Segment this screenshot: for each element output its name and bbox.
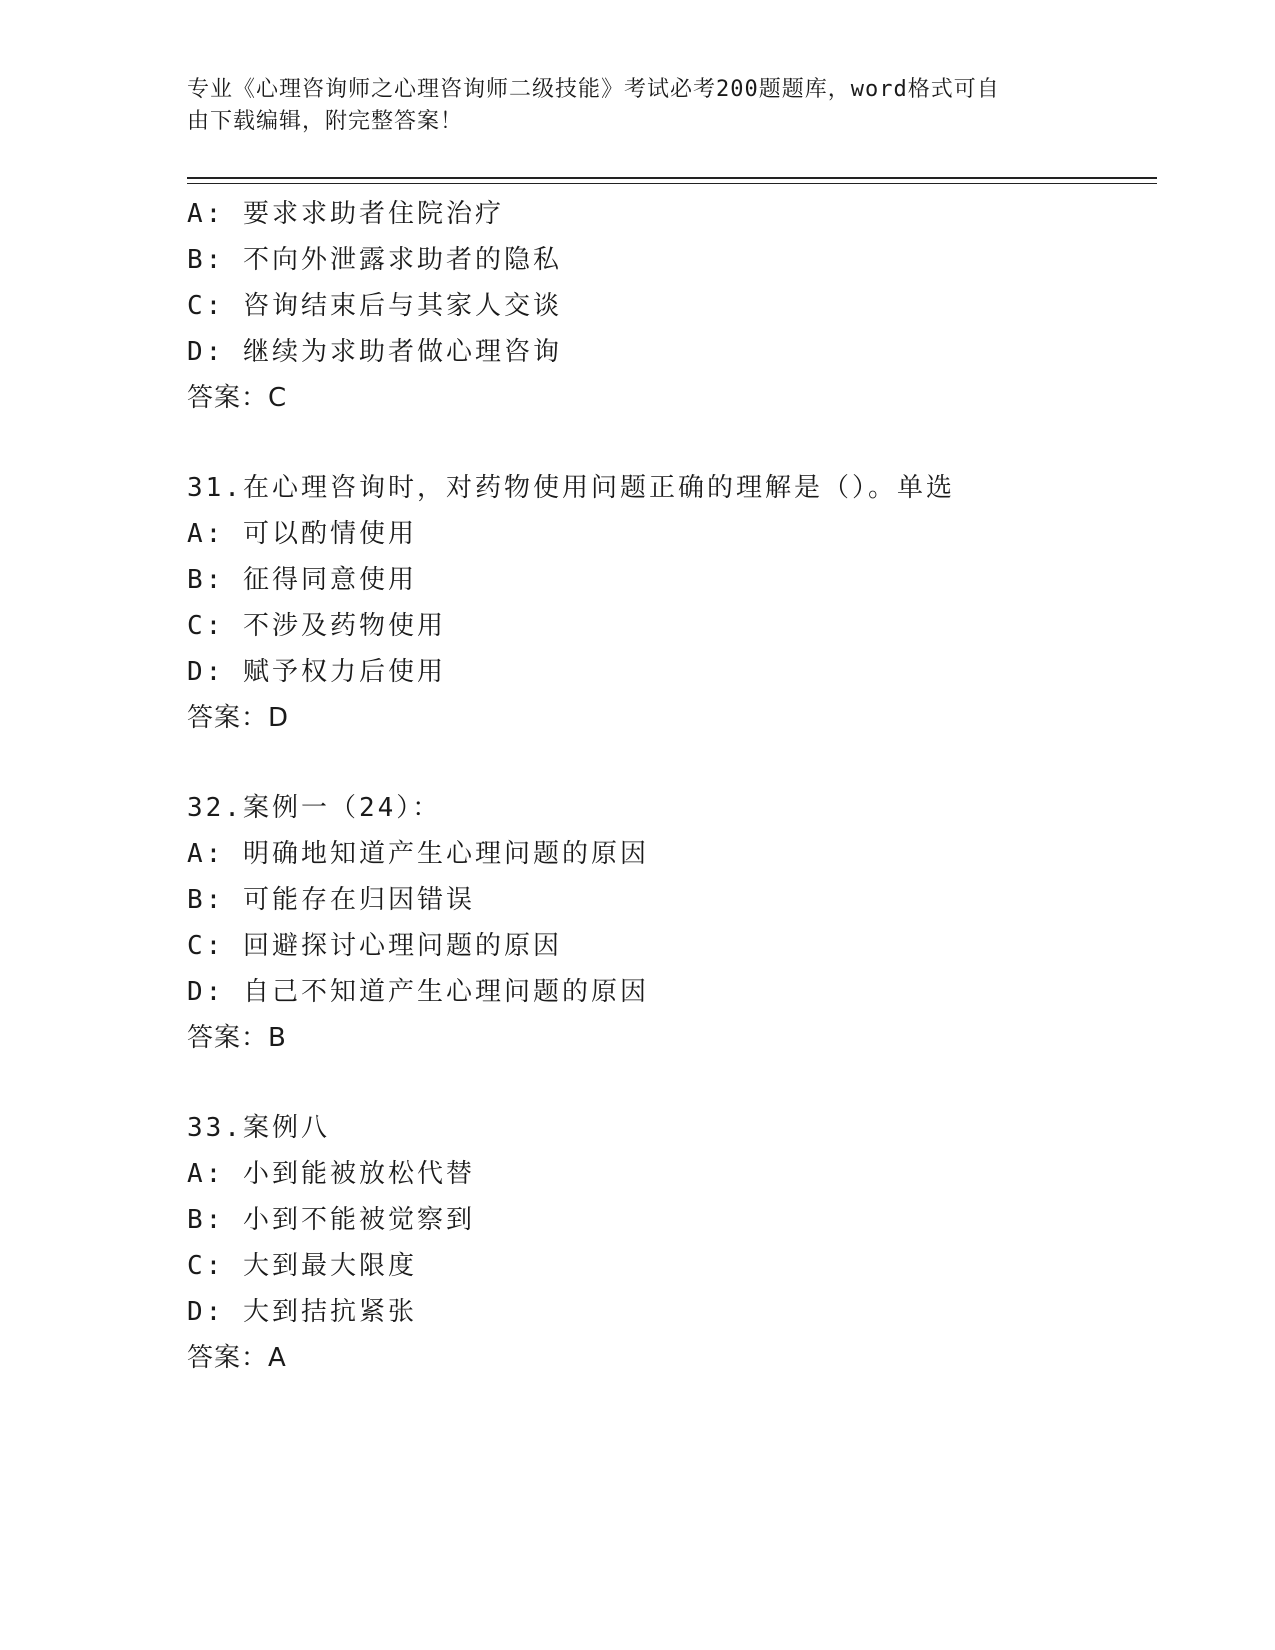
header-line-2: 由下载编辑，附完整答案！ (187, 109, 464, 134)
option-a: A: 可以酌情使用 (187, 519, 417, 549)
option-b: B: 可能存在归因错误 (187, 885, 475, 915)
answer-line: 答案：B (187, 1023, 287, 1053)
option-d: D: 继续为求助者做心理咨询 (187, 337, 562, 367)
option-d: D: 自己不知道产生心理问题的原因 (187, 977, 649, 1007)
question-text: 31.在心理咨询时，对药物使用问题正确的理解是（）。单选 (187, 473, 955, 503)
option-d: D: 赋予权力后使用 (187, 657, 446, 687)
option-a: A: 小到能被放松代替 (187, 1159, 475, 1189)
document-header (187, 74, 1067, 138)
option-c: C: 咨询结束后与其家人交谈 (187, 291, 562, 321)
header-line-1: 专业《心理咨询师之心理咨询师二级技能》考试必考200题题库，word格式可自 (187, 77, 1000, 102)
option-d: D: 大到拮抗紧张 (187, 1297, 417, 1327)
option-b: B: 征得同意使用 (187, 565, 417, 595)
option-a: A: 要求求助者住院治疗 (187, 199, 504, 229)
option-c: C: 大到最大限度 (187, 1251, 417, 1281)
question-list (187, 191, 1157, 1425)
option-b: B: 小到不能被觉察到 (187, 1205, 475, 1235)
option-c: C: 回避探讨心理问题的原因 (187, 931, 562, 961)
option-c: C: 不涉及药物使用 (187, 611, 446, 641)
question-text: 33.案例八 (187, 1113, 330, 1143)
answer-line: 答案：A (187, 1343, 287, 1373)
option-a: A: 明确地知道产生心理问题的原因 (187, 839, 649, 869)
answer-line: 答案：D (187, 703, 290, 733)
question-block-32 (187, 785, 1157, 1061)
question-block-30 (187, 191, 1157, 421)
question-text: 32.案例一（24）： (187, 793, 442, 823)
header-rule-thin (187, 183, 1157, 184)
question-block-33 (187, 1105, 1157, 1381)
header-rule-thick (187, 177, 1157, 179)
answer-line: 答案：C (187, 383, 288, 413)
question-block-31 (187, 465, 1157, 741)
option-b: B: 不向外泄露求助者的隐私 (187, 245, 562, 275)
